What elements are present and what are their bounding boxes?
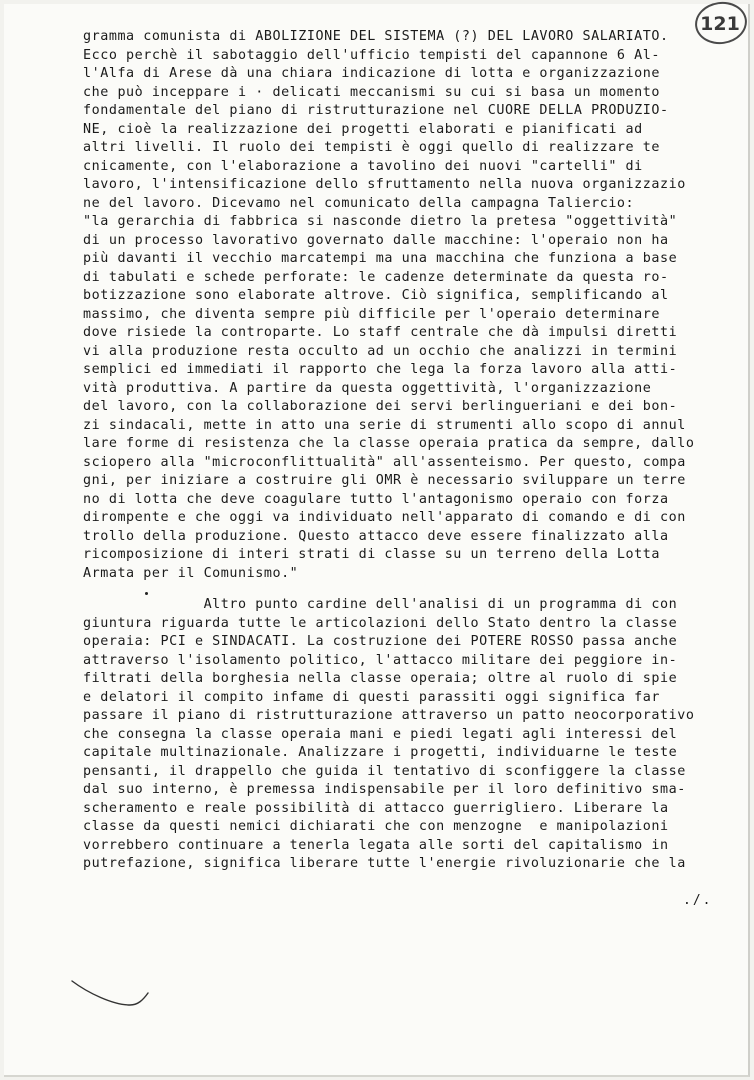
text-line: giuntura riguarda tutte le articolazioni dello Stato dentro la classe	[83, 615, 678, 631]
text-line: operaia: PCI e SINDACATI. La costruzione dei POTERE ROSSO passa anche	[83, 634, 678, 649]
text-line: dirompente e che oggi va individuato nell'apparato di comando e di con	[83, 510, 686, 525]
pencil-mark-icon	[68, 975, 158, 1015]
text-line: botizzazione sono elaborate altrove. Ciò significa, semplificando al	[83, 288, 669, 303]
text-line: semplici ed immediati il rapporto che lega la forza lavoro alla atti-	[83, 362, 678, 377]
text-line: lavoro, l'intensificazione dello sfruttamento nella nuova organizzazio	[83, 177, 686, 192]
text-line: gramma comunista di ABOLIZIONE DEL SISTEMA (?) DEL LAVORO SALARIATO.	[83, 29, 669, 44]
text-line: passare il piano di ristrutturazione attraverso un patto neocorporativo	[83, 708, 695, 723]
text-line: e delatori il compito infame di questi parassiti oggi significa far	[83, 689, 660, 705]
text-line: dal suo interno, è premessa indispensabile per il loro definitivo sma-	[83, 782, 686, 797]
text-line: del lavoro, con la collaborazione dei servi berlingueriani e dei bon-	[83, 399, 678, 414]
text-line: massimo, che diventa sempre più difficile per l'operaio determinare	[83, 306, 660, 322]
text-line: Armata per il Comunismo."	[83, 565, 299, 581]
text-line: più davanti il vecchio marcatempi ma una macchina che funziona a base	[83, 251, 678, 266]
text-line: vità produttiva. A partire da questa oggettività, l'organizzazione	[83, 380, 652, 396]
text-line: classe da questi nemici dichiarati che con menzogne e manipolazioni	[83, 819, 669, 834]
text-line: putrefazione, significa liberare tutte l'energie rivoluzionarie che la	[83, 856, 686, 871]
paragraph-2	[83, 596, 735, 874]
text-line: scheramento e reale possibilità di attacco guerrigliero. Liberare la	[83, 800, 669, 816]
text-line: Altro punto cardine dell'analisi di un programma di con	[83, 597, 678, 612]
text-line: dove risiede la controparte. Lo staff centrale che dà impulsi diretti	[83, 325, 678, 340]
text-line: ne del lavoro. Dicevamo nel comunicato della campagna Taliercio:	[83, 195, 635, 211]
text-line: zi sindacali, mette in atto una serie di strumenti allo scopo di annul	[83, 417, 686, 433]
text-line: trollo della produzione. Questo attacco deve essere finalizzato alla	[83, 528, 669, 544]
stray-dot	[145, 592, 148, 595]
text-line: pensanti, il drappello che guida il tentativo di sconfiggere la classe	[83, 763, 686, 779]
text-line: Ecco perchè il sabotaggio dell'ufficio tempisti del capannone 6 Al-	[83, 47, 660, 63]
text-line: l'Alfa di Arese dà una chiara indicazione di lotta e organizzazione	[83, 66, 660, 81]
text-line: filtrati della borghesia nella classe operaia; oltre al ruolo di spie	[83, 671, 678, 686]
text-line: altri livelli. Il ruolo dei tempisti è oggi quello di realizzare te	[83, 140, 660, 155]
continuation-mark: ./.	[683, 893, 713, 908]
text-line: NE, cioè la realizzazione dei progetti elaborati e pianificati ad	[83, 121, 643, 137]
text-line: lare forme di resistenza che la classe operaia pratica da sempre, dallo	[83, 436, 695, 451]
text-line: cnicamente, con l'elaborazione a tavolino dei nuovi "cartelli" di	[83, 158, 643, 174]
text-line: "la gerarchia di fabbrica si nasconde dietro la pretesa "oggettività"	[83, 214, 678, 229]
text-line: no di lotta che deve coagulare tutto l'antagonismo operaio con forza	[83, 491, 669, 507]
text-line: gni, per iniziare a costruire gli OMR è necessario sviluppare un terre	[83, 473, 686, 488]
text-line: vi alla produzione resta occulto ad un occhio che analizzi in termini	[83, 343, 678, 359]
handwritten-page-number: 121	[700, 13, 740, 35]
text-line: fondamentale del piano di ristrutturazione nel CUORE DELLA PRODUZIO-	[83, 103, 669, 118]
text-line: ricomposizione di interi strati di classe su un terreno della Lotta	[83, 547, 660, 562]
text-line: attraverso l'isolamento politico, l'attacco militare dei peggiore in-	[83, 652, 678, 668]
text-line: di un processo lavorativo governato dalle macchine: l'operaio non ha	[83, 232, 669, 248]
text-line: vorrebbero continuare a tenerla legata alle sorti del capitalismo in	[83, 837, 669, 853]
text-line: che consegna la classe operaia mani e piedi legati agli interessi del	[83, 726, 678, 742]
text-line: capitale multinazionale. Analizzare i progetti, individuarne le teste	[83, 745, 678, 760]
text-line: sciopero alla "microconflittualità" all'assenteismo. Per questo, compa	[83, 454, 686, 470]
text-line: di tabulati e schede perforate: le cadenze determinate da questa ro-	[83, 269, 669, 285]
text-line: che può incepparе i · delicati meccanismi su cui si basa un momento	[83, 84, 660, 100]
paragraph-1	[83, 28, 735, 583]
